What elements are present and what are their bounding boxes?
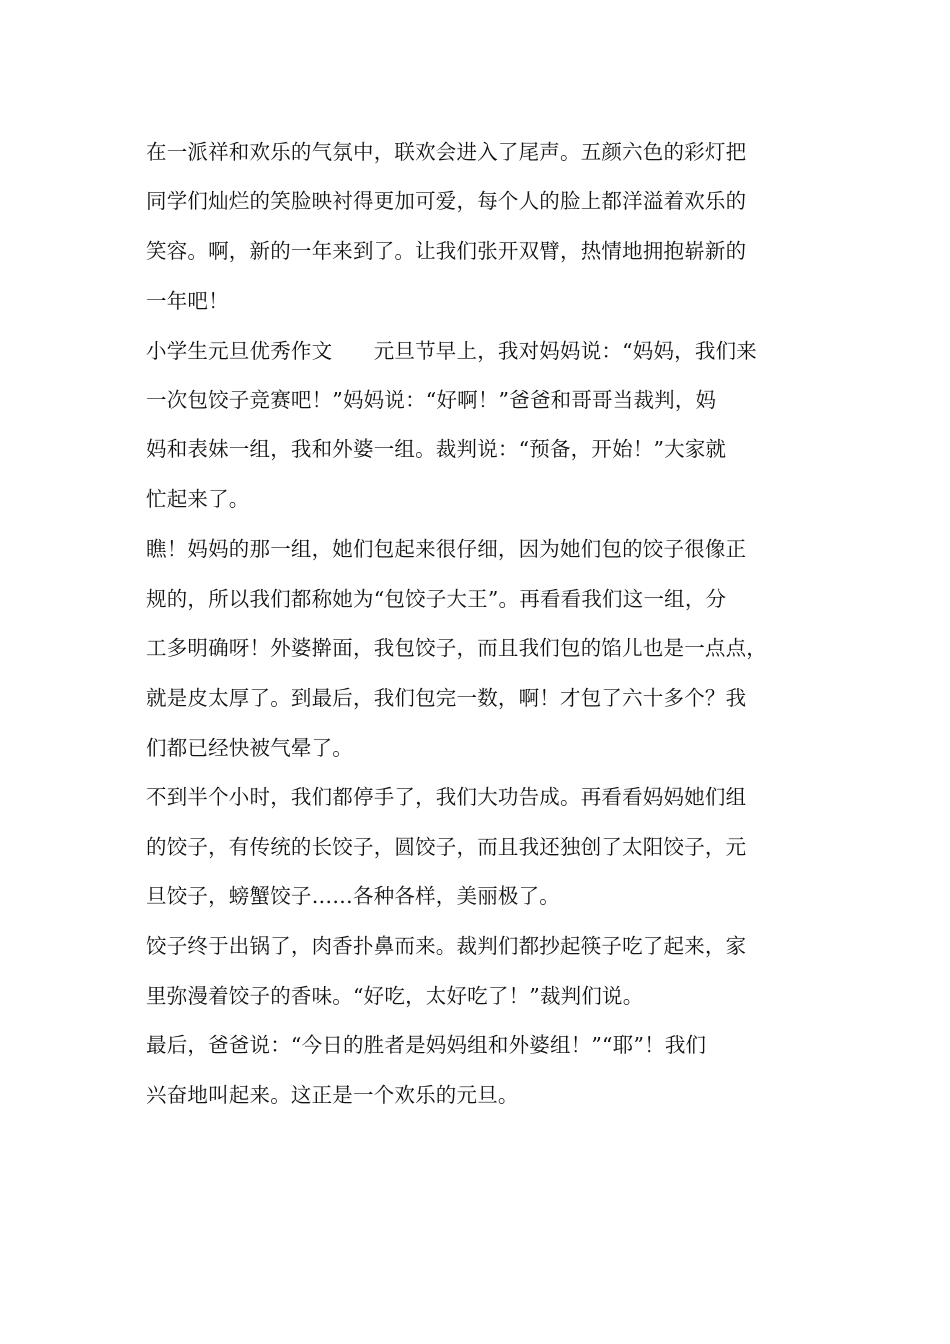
text-line: 小学生元旦优秀作文 元旦节早上，我对妈妈说：“妈妈，我们来 bbox=[146, 339, 757, 363]
text-line: 不到半个小时，我们都停手了，我们大功告成。再看看妈妈她们组 bbox=[146, 785, 747, 809]
text-line: 一年吧！ bbox=[146, 289, 229, 313]
text-line: 里弥漫着饺子的香味。“好吃，太好吃了！”裁判们说。 bbox=[146, 984, 644, 1008]
text-line: 一次包饺子竞赛吧！”妈妈说：“好啊！”爸爸和哥哥当裁判，妈 bbox=[146, 388, 717, 412]
text-line: 笑容。啊，新的一年来到了。让我们张开双臂，热情地拥抱崭新的 bbox=[146, 239, 747, 263]
text-line: 规的，所以我们都称她为“包饺子大王”。再看看我们这一组，分 bbox=[146, 587, 727, 611]
text-line: 旦饺子，螃蟹饺子……各种各样，美丽极了。 bbox=[146, 884, 560, 908]
text-line: 在一派祥和欢乐的气氛中，联欢会进入了尾声。五颜六色的彩灯把 bbox=[146, 140, 747, 164]
text-line: 的饺子，有传统的长饺子，圆饺子，而且我还独创了太阳饺子，元 bbox=[146, 835, 747, 859]
text-line: 饺子终于出锅了，肉香扑鼻而来。裁判们都抄起筷子吃了起来，家 bbox=[146, 934, 747, 958]
text-line: 妈和表妹一组，我和外婆一组。裁判说：“预备，开始！”大家就 bbox=[146, 437, 727, 461]
text-line: 们都已经快被气晕了。 bbox=[146, 736, 353, 760]
text-line: 忙起来了。 bbox=[146, 487, 250, 511]
text-line: 兴奋地叫起来。这正是一个欢乐的元旦。 bbox=[146, 1083, 519, 1107]
text-line: 瞧！妈妈的那一组，她们包起来很仔细，因为她们包的饺子很像正 bbox=[146, 537, 747, 561]
text-line: 工多明确呀！外婆擀面，我包饺子，而且我们包的馅儿也是一点点， bbox=[146, 636, 767, 660]
text-line: 就是皮太厚了。到最后，我们包完一数，啊！才包了六十多个？我 bbox=[146, 686, 747, 710]
text-line: 同学们灿烂的笑脸映衬得更加可爱，每个人的脸上都洋溢着欢乐的 bbox=[146, 189, 747, 213]
text-line: 最后，爸爸说：“今日的胜者是妈妈组和外婆组！”“耶”！我们 bbox=[146, 1033, 707, 1057]
